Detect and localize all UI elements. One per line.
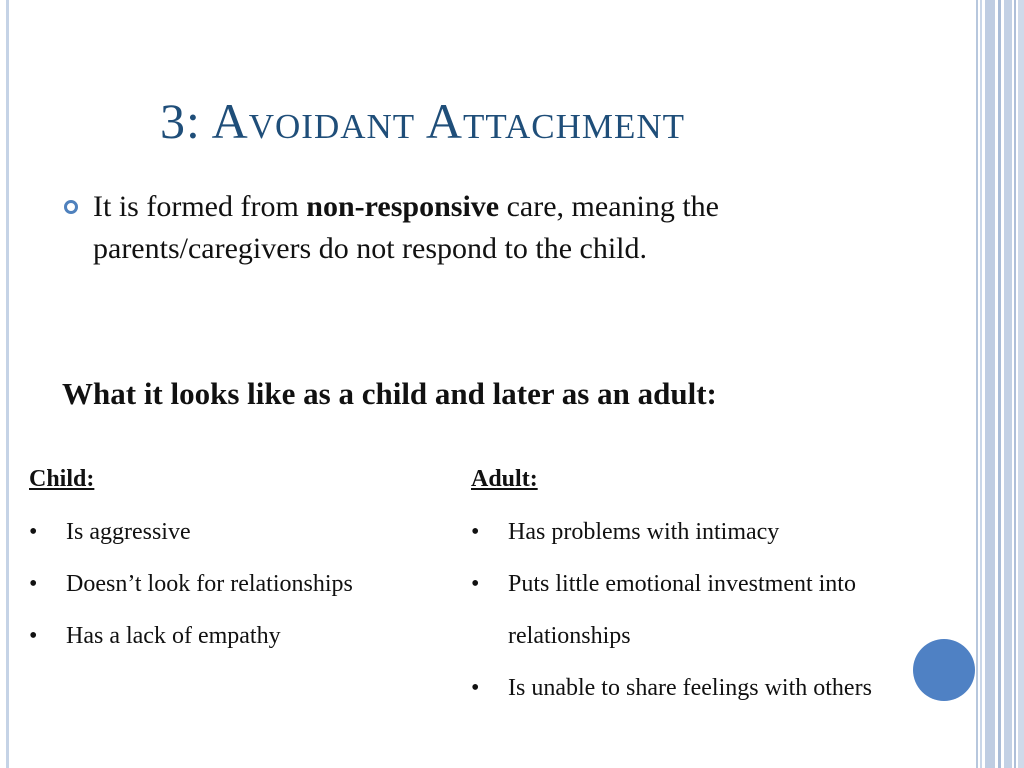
stripe (1018, 0, 1024, 768)
ring-bullet-icon (64, 200, 78, 214)
bullet-icon: • (29, 519, 38, 545)
list-item-text: Is aggressive (66, 519, 191, 545)
adult-heading: Adult: (471, 466, 538, 492)
stripe (976, 0, 978, 768)
list-item (29, 610, 429, 662)
list-item (471, 662, 931, 714)
intro-paragraph (64, 186, 944, 270)
intro-suffix: care, meaning the parents/caregivers do not respond to the child. (93, 190, 719, 265)
adult-list (471, 506, 931, 714)
list-item (471, 506, 931, 558)
child-list (29, 506, 429, 662)
bullet-icon: • (29, 571, 38, 597)
stripe (1004, 0, 1012, 768)
section-subheading: What it looks like as a child and later as an adult: (62, 376, 717, 411)
bullet-icon: • (471, 519, 480, 545)
list-item-text: Puts little emotional investment into relationships (508, 571, 856, 649)
bullet-icon: • (471, 675, 480, 701)
intro-text (93, 186, 944, 270)
adult-column (471, 460, 931, 714)
bullet-icon: • (29, 623, 38, 649)
list-item-text: Has a lack of empathy (66, 623, 281, 649)
right-decorative-stripes (976, 0, 1024, 768)
stripe (998, 0, 1001, 768)
child-heading: Child: (29, 466, 95, 492)
list-item-text: Has problems with intimacy (508, 519, 780, 545)
left-border-line (6, 0, 9, 768)
bullet-icon: • (471, 571, 480, 597)
list-item (29, 558, 429, 610)
stripe (980, 0, 982, 768)
list-item-text: Is unable to share feelings with others (508, 675, 872, 701)
list-item (29, 506, 429, 558)
stripe (985, 0, 995, 768)
list-item (471, 558, 931, 662)
decorative-circle-icon (913, 639, 975, 701)
list-item-text: Doesn’t look for relationships (66, 571, 353, 597)
slide-title: 3: Avoidant Attachment (160, 93, 686, 149)
child-column (29, 460, 429, 662)
intro-prefix: It is formed from (93, 190, 307, 223)
stripe (1014, 0, 1016, 768)
intro-emphasis: non-responsive (306, 190, 500, 223)
